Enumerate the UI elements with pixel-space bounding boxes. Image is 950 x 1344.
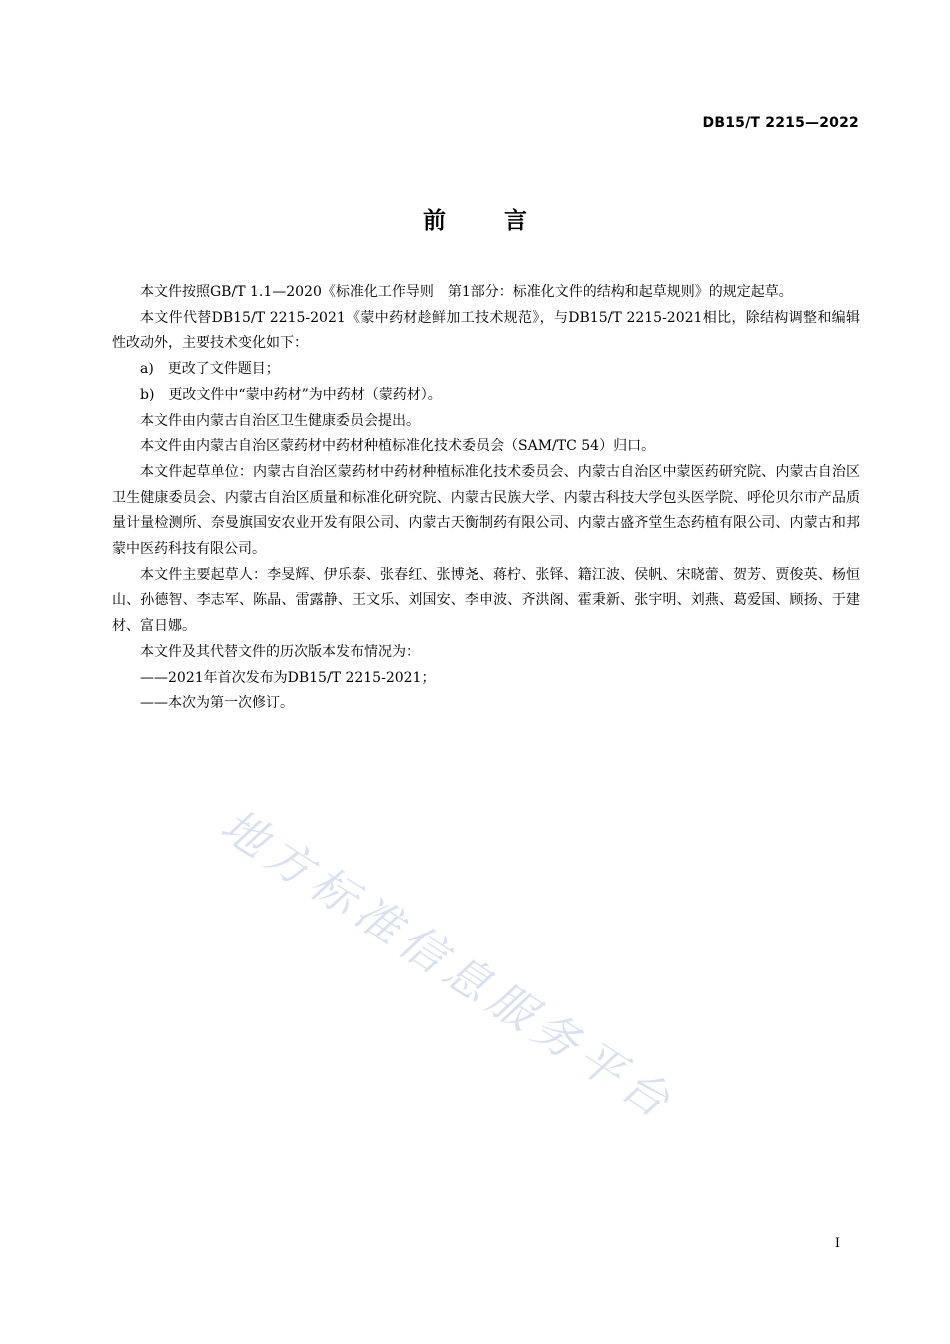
paragraph-proposed-by: 本文件由内蒙古自治区卫生健康委员会提出。 bbox=[140, 412, 420, 429]
title-char-2: 言 bbox=[504, 208, 527, 234]
title-char-1: 前 bbox=[423, 208, 446, 234]
paragraph-drafting-rules: 本文件按照GB/T 1.1—2020《标准化工作导则 第1部分：标准化文件的结构和起草规则》的规定起草。 bbox=[140, 284, 793, 300]
page-number: I bbox=[834, 1236, 840, 1251]
history-item-revision: ——本次为第一次修订。 bbox=[140, 695, 294, 712]
paragraph-replaces: 本文件代替DB15/T 2215-2021《蒙中药材趁鲜加工技术规范》，与DB15/T 2215-2021相比，除结构调整和编辑性改动外，主要技术变化如下： bbox=[112, 309, 860, 352]
history-item-first: ——2021年首次发布为DB15/T 2215-2021； bbox=[140, 669, 436, 686]
paragraph-under-jurisdiction: 本文件由内蒙古自治区蒙药材中药材种植标准化技术委员会（SAM/TC 54）归口。 bbox=[140, 438, 656, 455]
watermark: 地方标准信息服务平台 bbox=[211, 798, 686, 1132]
paragraph-drafting-units: 本文件起草单位：内蒙古自治区蒙药材中药材种植标准化技术委员会、内蒙古自治区中蒙医药研究院、内蒙古自治区卫生健康委员会、内蒙古自治区质量和标准化研究院、内蒙古民族大学、内蒙古科技大学包头医学院、呼伦贝尔市产品质量计量检测所、奈曼旗国安农业开发有限公司、内蒙古天衡制药有限公司、内蒙古盛齐堂生态药植有限公司、内蒙古和邦蒙中医药科技有限公司。 bbox=[112, 463, 860, 558]
foreword-body bbox=[112, 280, 860, 717]
document-code: DB15/T 2215—2022 bbox=[702, 115, 859, 131]
paragraph-history-intro: 本文件及其代替文件的历次版本发布情况为： bbox=[140, 643, 420, 660]
change-item-b: b) 更改文件中“蒙中药材”为中药材（蒙药材）。 bbox=[140, 386, 442, 403]
paragraph-drafters: 本文件主要起草人：李旻辉、伊乐泰、张春红、张博尧、蒋柠、张铎、籍江波、侯帆、宋晓蕾、贺芳、贾俊英、杨恒山、孙德智、李志军、陈晶、雷露静、王文乐、刘国安、李申波、齐洪阁、霍秉新、张宇明、刘燕、葛爱国、顾扬、于建材、富日娜。 bbox=[112, 566, 860, 635]
change-item-a: a) 更改了文件题目； bbox=[140, 361, 280, 378]
page-title bbox=[0, 202, 950, 235]
